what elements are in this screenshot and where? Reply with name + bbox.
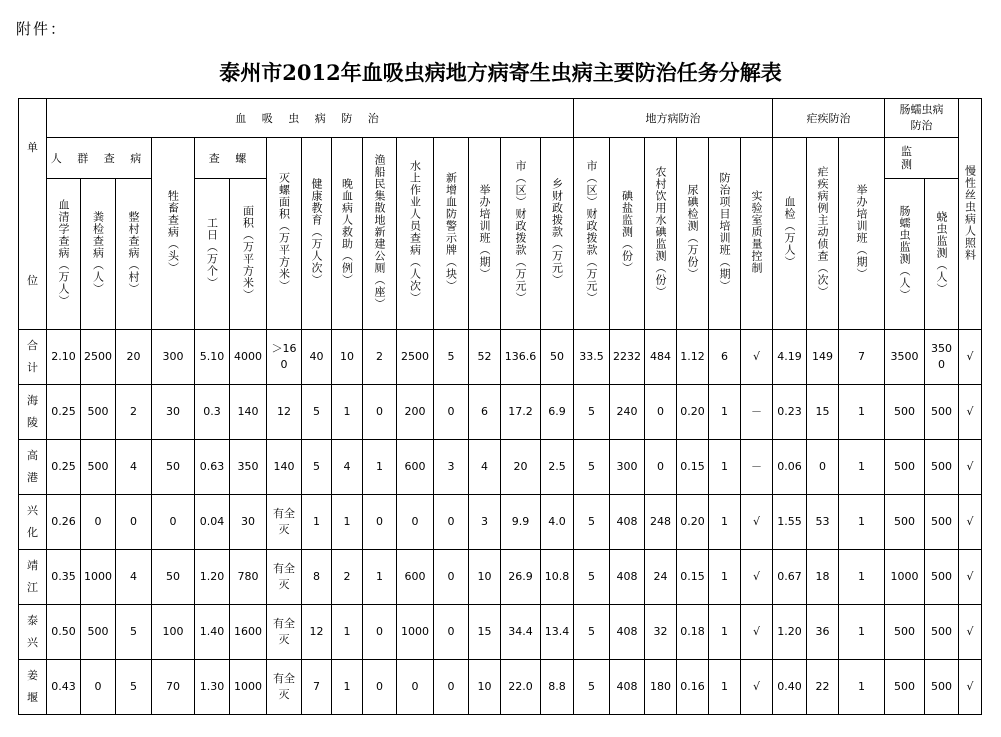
header-row-2 <box>19 138 982 179</box>
table-row <box>19 385 982 440</box>
table-cell: √ <box>959 330 982 385</box>
table-cell: 6 <box>469 385 501 440</box>
table-cell: 20 <box>501 440 541 495</box>
table-cell: 30 <box>152 385 195 440</box>
table-cell: 52 <box>469 330 501 385</box>
row-unit-name: 海 陵 <box>19 385 47 440</box>
table-cell: 0.26 <box>47 495 81 550</box>
table-cell: 0 <box>434 605 469 660</box>
table-row <box>19 605 982 660</box>
table-cell: 50 <box>541 330 574 385</box>
table-cell: 5 <box>574 385 610 440</box>
table-cell: 4 <box>469 440 501 495</box>
crowd-check-header: 人 群 查 病 <box>47 138 152 179</box>
table-cell: 2 <box>116 385 152 440</box>
table-cell: 0 <box>434 550 469 605</box>
malaria-header: 疟疾防治 <box>773 99 885 138</box>
table-cell: 1 <box>363 550 397 605</box>
schisto-header: 血 吸 虫 病 防 治 <box>47 99 574 138</box>
table-row <box>19 660 982 715</box>
row-unit-name: 合 计 <box>19 330 47 385</box>
table-cell: 1 <box>839 660 885 715</box>
table-cell: 15 <box>469 605 501 660</box>
table-cell: 1 <box>363 440 397 495</box>
table-cell: 0.3 <box>195 385 230 440</box>
table-cell: 1.20 <box>195 550 230 605</box>
table-cell: 1.12 <box>677 330 709 385</box>
table-cell: 有全灭 <box>267 550 302 605</box>
table-cell: 9.9 <box>501 495 541 550</box>
table-cell: 248 <box>645 495 677 550</box>
table-row <box>19 495 982 550</box>
table-cell: 有全灭 <box>267 495 302 550</box>
table-cell: 53 <box>807 495 839 550</box>
col-header-11: 新增血防警示牌（块） <box>434 138 469 330</box>
table-cell: 22.0 <box>501 660 541 715</box>
table-cell: ＞160 <box>267 330 302 385</box>
table-cell: 0.20 <box>677 495 709 550</box>
table-cell: 200 <box>397 385 434 440</box>
table-cell: 350 <box>230 440 267 495</box>
col-header-23: 举办培训班（期） <box>839 138 885 330</box>
table-cell: 4000 <box>230 330 267 385</box>
row-unit-name: 兴 化 <box>19 495 47 550</box>
table-cell: 1.55 <box>773 495 807 550</box>
table-cell: 1 <box>709 550 741 605</box>
table-cell: 3500 <box>885 330 925 385</box>
table-cell: 0 <box>363 605 397 660</box>
table-cell: √ <box>959 495 982 550</box>
table-cell: √ <box>959 605 982 660</box>
table-cell: 5 <box>434 330 469 385</box>
table-cell: 500 <box>925 660 959 715</box>
table-cell: √ <box>741 605 773 660</box>
row-unit-name: 靖 江 <box>19 550 47 605</box>
table-cell: 0.20 <box>677 385 709 440</box>
table-cell: 2500 <box>81 330 116 385</box>
table-cell: 0.16 <box>677 660 709 715</box>
table-cell: 0 <box>807 440 839 495</box>
table-cell: 3 <box>469 495 501 550</box>
table-cell: 1.30 <box>195 660 230 715</box>
table-cell: 0.43 <box>47 660 81 715</box>
table-cell: 500 <box>81 440 116 495</box>
table-cell: 140 <box>230 385 267 440</box>
table-cell: 10 <box>469 550 501 605</box>
col-header-21: 血检（万人） <box>773 138 807 330</box>
table-cell: 20 <box>116 330 152 385</box>
table-cell: 0.25 <box>47 440 81 495</box>
table-row <box>19 440 982 495</box>
table-cell: 0 <box>434 660 469 715</box>
table-cell: 1 <box>709 605 741 660</box>
table-cell: 8 <box>302 550 332 605</box>
table-cell: 1600 <box>230 605 267 660</box>
row-unit-name: 高 港 <box>19 440 47 495</box>
table-cell: 0 <box>152 495 195 550</box>
table-cell: 500 <box>925 440 959 495</box>
task-table <box>18 98 982 715</box>
table-cell: √ <box>959 440 982 495</box>
monitor-header: 监 测 <box>885 138 959 179</box>
col-header-7: 健康教育（万人次） <box>302 138 332 330</box>
table-cell: 1.20 <box>773 605 807 660</box>
table-cell: 0 <box>434 495 469 550</box>
col-header-20: 实验室质量控制 <box>741 138 773 330</box>
table-cell: 1000 <box>81 550 116 605</box>
table-cell: 0.40 <box>773 660 807 715</box>
col-header-1: 血清学查病（万人） <box>47 179 81 330</box>
table-cell: 0 <box>645 385 677 440</box>
table-row <box>19 550 982 605</box>
col-header-24: 肠蠕虫监测（人） <box>885 179 925 330</box>
table-cell: 500 <box>925 550 959 605</box>
table-cell: 1 <box>709 660 741 715</box>
col-header-13: 市（区）财政拨款（万元） <box>501 138 541 330</box>
col-header-8: 晚血病人救助（例） <box>332 138 363 330</box>
endemic-header: 地方病防治 <box>574 99 773 138</box>
col-header-16: 碘盐监测（份） <box>610 138 645 330</box>
table-cell: － <box>741 385 773 440</box>
table-cell: 有全灭 <box>267 660 302 715</box>
table-cell: 7 <box>839 330 885 385</box>
col-header-18: 尿碘检测（万份） <box>677 138 709 330</box>
table-cell: 600 <box>397 550 434 605</box>
table-cell: √ <box>959 385 982 440</box>
table-cell: 136.6 <box>501 330 541 385</box>
table-cell: 149 <box>807 330 839 385</box>
table-cell: 2.10 <box>47 330 81 385</box>
table-cell: 22 <box>807 660 839 715</box>
col-header-22: 疟疾病例主动侦查（次） <box>807 138 839 330</box>
col-header-12: 举办培训班（期） <box>469 138 501 330</box>
table-cell: 408 <box>610 550 645 605</box>
table-cell: 2232 <box>610 330 645 385</box>
table-cell: 13.4 <box>541 605 574 660</box>
table-cell: 0 <box>81 495 116 550</box>
table-cell: √ <box>741 550 773 605</box>
table-cell: 1000 <box>885 550 925 605</box>
table-cell: 3500 <box>925 330 959 385</box>
table-cell: √ <box>741 495 773 550</box>
table-cell: 0.63 <box>195 440 230 495</box>
table-cell: 500 <box>925 495 959 550</box>
table-cell: 15 <box>807 385 839 440</box>
table-body <box>19 330 982 715</box>
table-cell: 6 <box>709 330 741 385</box>
table-cell: 0.06 <box>773 440 807 495</box>
table-cell: 12 <box>267 385 302 440</box>
col-header-4: 工日（万个） <box>195 179 230 330</box>
table-cell: 600 <box>397 440 434 495</box>
table-cell: 408 <box>610 660 645 715</box>
table-cell: 0.23 <box>773 385 807 440</box>
table-cell: 0 <box>363 660 397 715</box>
table-cell: 0.50 <box>47 605 81 660</box>
table-cell: 780 <box>230 550 267 605</box>
table-cell: 5 <box>116 605 152 660</box>
col-header-14: 乡财政拨款（万元） <box>541 138 574 330</box>
table-cell: 70 <box>152 660 195 715</box>
table-cell: 0.15 <box>677 440 709 495</box>
table-cell: √ <box>741 330 773 385</box>
table-cell: 500 <box>81 385 116 440</box>
table-cell: 50 <box>152 550 195 605</box>
table-cell: √ <box>741 660 773 715</box>
row-unit-name: 泰 兴 <box>19 605 47 660</box>
col-header-6: 灭螺面积（万平方米） <box>267 138 302 330</box>
table-cell: 2500 <box>397 330 434 385</box>
table-cell: 4 <box>332 440 363 495</box>
table-cell: 3 <box>434 440 469 495</box>
table-cell: 1000 <box>397 605 434 660</box>
table-cell: 5 <box>116 660 152 715</box>
table-cell: 408 <box>610 605 645 660</box>
table-cell: 8.8 <box>541 660 574 715</box>
table-cell: 1 <box>332 660 363 715</box>
intestinal-header: 肠蠕虫病防治 <box>885 99 959 138</box>
unit-header-top: 单 <box>27 141 38 154</box>
table-cell: 10.8 <box>541 550 574 605</box>
col-header-19: 防治项目培训班（期） <box>709 138 741 330</box>
table-cell: 5 <box>574 605 610 660</box>
table-cell: 1 <box>332 495 363 550</box>
table-cell: 50 <box>152 440 195 495</box>
table-cell: 18 <box>807 550 839 605</box>
table-cell: 1 <box>302 495 332 550</box>
table-cell: 5.10 <box>195 330 230 385</box>
table-cell: 180 <box>645 660 677 715</box>
table-cell: 300 <box>610 440 645 495</box>
table-cell: 500 <box>885 495 925 550</box>
table-row <box>19 330 982 385</box>
table-cell: 5 <box>574 550 610 605</box>
table-cell: 1 <box>839 495 885 550</box>
table-cell: 0 <box>397 495 434 550</box>
table-cell: 0 <box>434 385 469 440</box>
table-cell: 0.35 <box>47 550 81 605</box>
table-cell: 500 <box>885 660 925 715</box>
table-cell: 0.15 <box>677 550 709 605</box>
col-header-10: 水上作业人员查病（人次） <box>397 138 434 330</box>
table-cell: 4 <box>116 550 152 605</box>
table-cell: √ <box>959 660 982 715</box>
table-cell: 0 <box>81 660 116 715</box>
table-cell: 24 <box>645 550 677 605</box>
table-cell: 12 <box>302 605 332 660</box>
table-cell: 140 <box>267 440 302 495</box>
table-cell: 1 <box>332 385 363 440</box>
col-header-5: 面积（万平方米） <box>230 179 267 330</box>
table-cell: 484 <box>645 330 677 385</box>
table-cell: 1 <box>839 605 885 660</box>
table-cell: 0 <box>363 495 397 550</box>
table-cell: 5 <box>574 440 610 495</box>
table-cell: 0.67 <box>773 550 807 605</box>
table-cell: 500 <box>885 385 925 440</box>
table-cell: 1 <box>839 385 885 440</box>
unit-header <box>19 99 47 330</box>
table-cell: 1 <box>709 385 741 440</box>
table-cell: √ <box>959 550 982 605</box>
table-cell: 4 <box>116 440 152 495</box>
table-cell: 1 <box>709 440 741 495</box>
table-cell: 4.0 <box>541 495 574 550</box>
table-cell: 0.25 <box>47 385 81 440</box>
table-cell: 5 <box>302 440 332 495</box>
table-cell: 1000 <box>230 660 267 715</box>
table-cell: 5 <box>574 660 610 715</box>
filaria-header: 慢性丝虫病人照料 <box>959 99 982 330</box>
col-header-17: 农村饮用水碘监测（份） <box>645 138 677 330</box>
attachment-label: 附件： <box>16 20 68 38</box>
table-cell: 1 <box>839 550 885 605</box>
col-header-2: 粪检查病（人） <box>81 179 116 330</box>
table-cell: － <box>741 440 773 495</box>
header-row-1 <box>19 99 982 138</box>
table-cell: 0 <box>116 495 152 550</box>
table-cell: 7 <box>302 660 332 715</box>
table-cell: 4.19 <box>773 330 807 385</box>
table-cell: 5 <box>302 385 332 440</box>
table-cell: 6.9 <box>541 385 574 440</box>
table-cell: 500 <box>885 605 925 660</box>
table-cell: 5 <box>574 495 610 550</box>
livestock-header: 牲畜查病（头） <box>152 138 195 330</box>
table-cell: 240 <box>610 385 645 440</box>
snail-check-header: 查 螺 <box>195 138 267 179</box>
table-cell: 34.4 <box>501 605 541 660</box>
table-cell: 10 <box>332 330 363 385</box>
table-cell: 0 <box>363 385 397 440</box>
table-cell: 30 <box>230 495 267 550</box>
table-cell: 500 <box>81 605 116 660</box>
row-unit-name: 姜 堰 <box>19 660 47 715</box>
col-header-15: 市（区）财政拨款（万元） <box>574 138 610 330</box>
table-cell: 500 <box>925 605 959 660</box>
table-cell: 1 <box>709 495 741 550</box>
page-title: 泰州市2012年血吸虫病地方病寄生虫病主要防治任务分解表 <box>219 60 782 85</box>
table-cell: 36 <box>807 605 839 660</box>
table-cell: 100 <box>152 605 195 660</box>
table-cell: 1 <box>839 440 885 495</box>
table-cell: 40 <box>302 330 332 385</box>
table-cell: 17.2 <box>501 385 541 440</box>
table-cell: 0.04 <box>195 495 230 550</box>
table-cell: 2 <box>332 550 363 605</box>
col-header-9: 渔船民集散地新建公厕（座） <box>363 138 397 330</box>
table-cell: 0 <box>397 660 434 715</box>
col-header-3: 整村查病（村） <box>116 179 152 330</box>
table-cell: 0.18 <box>677 605 709 660</box>
table-cell: 33.5 <box>574 330 610 385</box>
table-cell: 500 <box>925 385 959 440</box>
col-header-25: 蛲虫监测（人） <box>925 179 959 330</box>
table-cell: 26.9 <box>501 550 541 605</box>
table-cell: 0 <box>645 440 677 495</box>
unit-header-bottom: 位 <box>27 274 38 287</box>
table-cell: 1 <box>332 605 363 660</box>
table-cell: 2.5 <box>541 440 574 495</box>
table-cell: 408 <box>610 495 645 550</box>
table-cell: 32 <box>645 605 677 660</box>
table-cell: 2 <box>363 330 397 385</box>
table-cell: 10 <box>469 660 501 715</box>
table-cell: 300 <box>152 330 195 385</box>
table-cell: 1.40 <box>195 605 230 660</box>
table-cell: 有全灭 <box>267 605 302 660</box>
table-cell: 500 <box>885 440 925 495</box>
